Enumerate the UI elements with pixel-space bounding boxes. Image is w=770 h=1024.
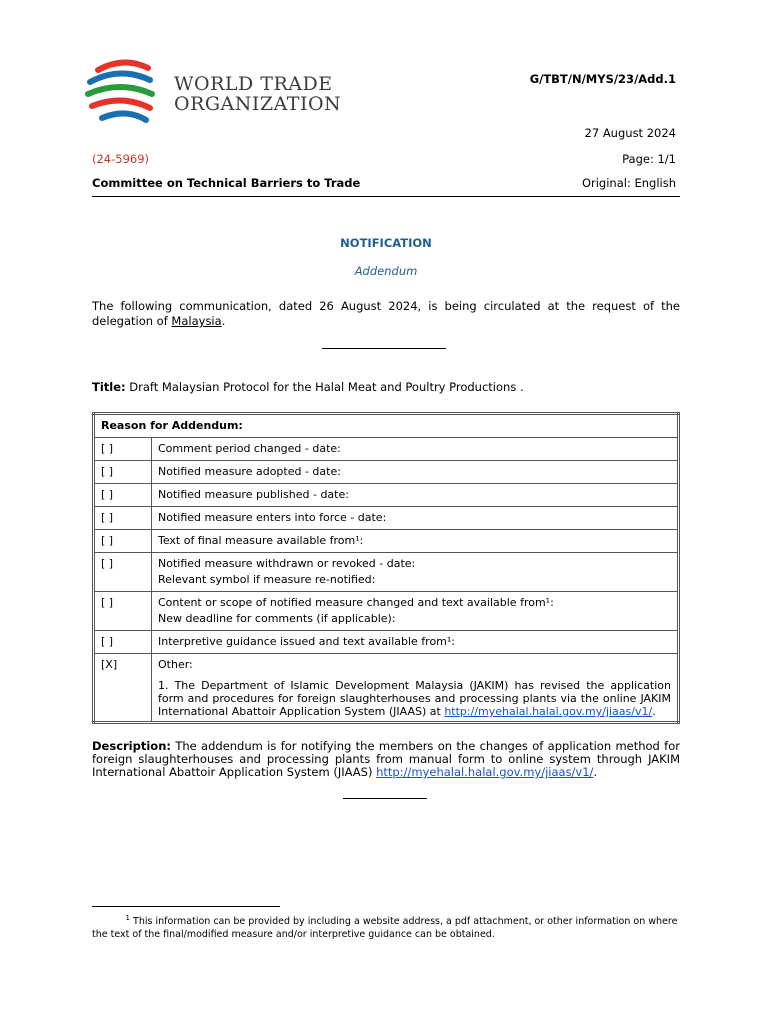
reason-comment-period: Comment period changed - date: [152, 438, 679, 461]
footnote-divider [92, 906, 280, 907]
document-symbol: G/TBT/N/MYS/23/Add.1 [529, 72, 676, 86]
table-row [94, 438, 679, 461]
reason-other-end: . [652, 705, 656, 718]
org-name-line2: ORGANIZATION [174, 93, 342, 115]
reason-withdrawn-line1: Notified measure withdrawn or revoked - date: [158, 557, 416, 570]
checkbox-published: [ ] [94, 484, 152, 507]
title-text: Draft Malaysian Protocol for the Halal Meat and Poultry Productions . [129, 380, 524, 394]
description-paragraph [92, 740, 680, 779]
reasons-table [92, 412, 680, 724]
document-date: 27 August 2024 [584, 126, 676, 140]
table-row [94, 553, 679, 592]
table-row [94, 654, 679, 723]
reason-content-changed [152, 592, 679, 631]
title-line [92, 380, 524, 394]
notification-subheading: Addendum [354, 264, 418, 278]
footnote-marker: 1 [125, 914, 130, 922]
checkbox-content-changed: [ ] [94, 592, 152, 631]
footnote-text: This information can be provided by including a website address, a pdf attachment, or other information on where the text of the final/modified measure and/or interpretive guidance can be obtained. [92, 916, 678, 941]
checkbox-final-text: [ ] [94, 530, 152, 553]
table-row [94, 592, 679, 631]
footnote [92, 912, 682, 941]
reason-guidance: Interpretive guidance issued and text available from¹: [152, 631, 679, 654]
checkbox-withdrawn: [ ] [94, 553, 152, 592]
intro-text: The following communication, dated 26 August 2024, is being circulated at the request of the delegation of [92, 299, 680, 328]
reason-other-text: 1. The Department of Islamic Development Malaysia (JAKIM) has revised the application form and procedures for foreign slaughterhouses and processing plants via the online JAKIM International Abattoir Application System (JIAAS) at [158, 679, 671, 718]
description-label: Description: [92, 739, 171, 753]
checkbox-adopted: [ ] [94, 461, 152, 484]
page-indicator: Page: 1/1 [622, 152, 676, 166]
reason-adopted: Notified measure adopted - date: [152, 461, 679, 484]
org-name-line1: WORLD TRADE [174, 73, 333, 95]
table-row [94, 414, 679, 438]
reason-final-text: Text of final measure available from¹: [152, 530, 679, 553]
reason-withdrawn [152, 553, 679, 592]
reason-withdrawn-line2: Relevant symbol if measure re-notified: [158, 573, 376, 586]
table-row [94, 530, 679, 553]
description-text: The addendum is for notifying the members on the changes of application method for foreign slaughterhouses and processing plants from manual form to online system through JAKIM International Abattoir Application System (JIAAS) [92, 739, 680, 779]
checkbox-comment-period: [ ] [94, 438, 152, 461]
checkbox-enters-force: [ ] [94, 507, 152, 530]
document-number: (24-5969) [92, 152, 150, 166]
checkbox-guidance: [ ] [94, 631, 152, 654]
description-end: . [593, 765, 598, 779]
reason-content-changed-line2: New deadline for comments (if applicable): [158, 612, 396, 625]
reason-content-changed-line1: Content or scope of notified measure changed and text available from¹: [158, 596, 554, 609]
description-link[interactable]: http://myehalal.halal.gov.my/jiaas/v1/ [376, 765, 594, 779]
title-label: Title: [92, 380, 126, 394]
wto-logo [84, 58, 342, 128]
reason-published: Notified measure published - date: [152, 484, 679, 507]
intro-paragraph [92, 299, 680, 329]
table-row [94, 461, 679, 484]
jiaas-link[interactable]: http://myehalal.halal.gov.my/jiaas/v1/ [444, 705, 653, 718]
intro-end: . [221, 314, 226, 328]
reason-other-label: Other: [158, 658, 193, 671]
reason-other-text-block [158, 679, 671, 718]
header-divider [92, 196, 680, 197]
end-divider [343, 798, 427, 799]
notification-heading: NOTIFICATION [340, 236, 432, 250]
table-row [94, 484, 679, 507]
reasons-heading: Reason for Addendum: [94, 414, 679, 438]
table-row [94, 507, 679, 530]
reason-other [152, 654, 679, 723]
table-row [94, 631, 679, 654]
original-language: Original: English [581, 176, 676, 190]
wto-logo-icon [84, 58, 164, 128]
reason-enters-force: Notified measure enters into force - date: [152, 507, 679, 530]
checkbox-other: [X] [94, 654, 152, 723]
committee-name: Committee on Technical Barriers to Trade [92, 176, 361, 190]
section-divider [322, 348, 446, 349]
intro-country: Malaysia [171, 314, 222, 328]
